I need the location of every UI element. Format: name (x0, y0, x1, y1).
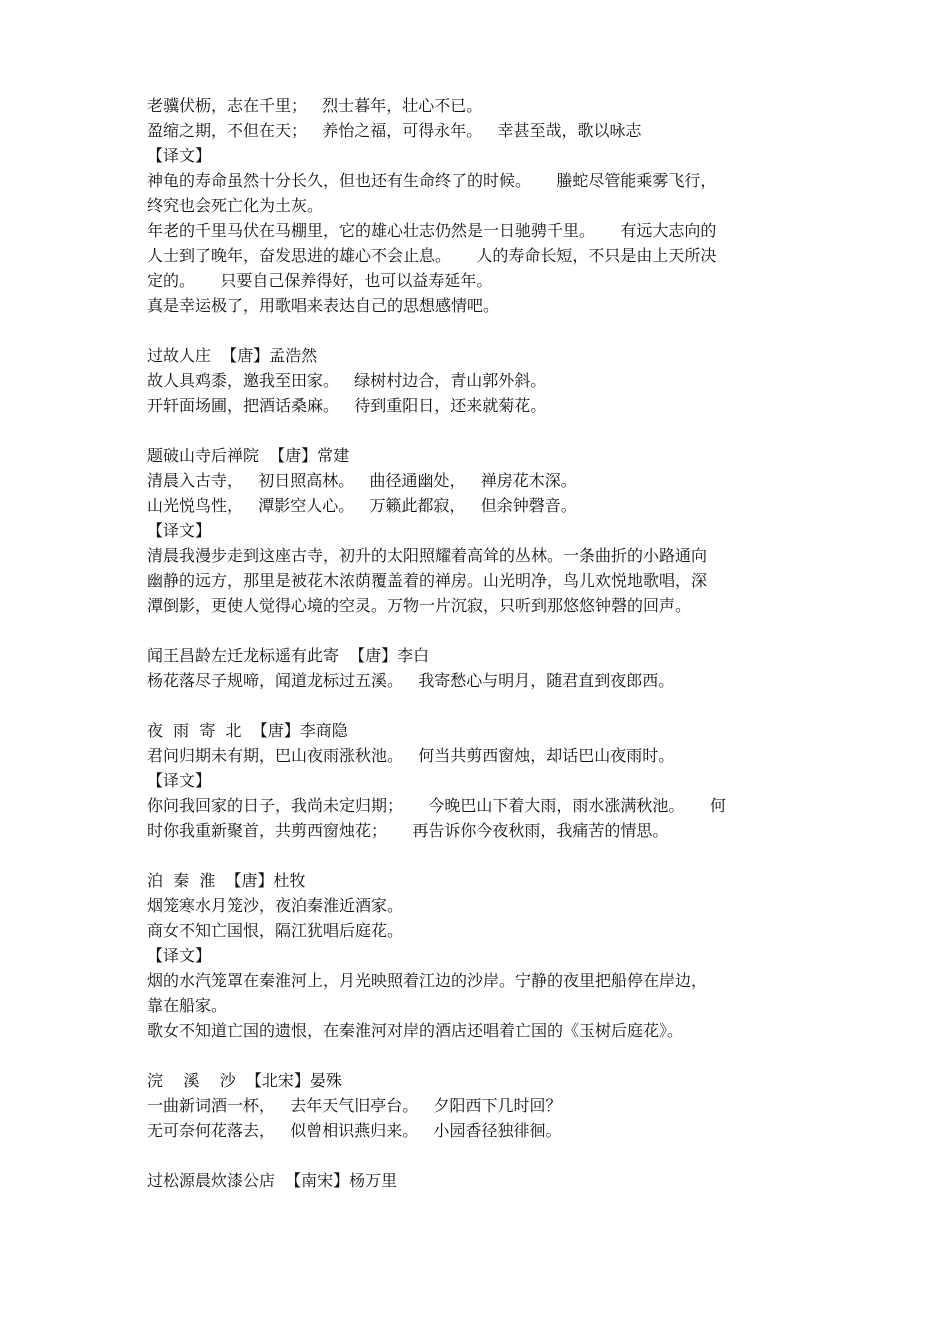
text-line: 定的。 只要自己保养得好，也可以益寿延年。 (147, 271, 493, 290)
text-line: 君问归期未有期，巴山夜雨涨秋池。 何当共剪西窗烛，却话巴山夜雨时。 (147, 746, 675, 765)
blank-line (147, 693, 827, 718)
text-line: 杨花落尽子规啼，闻道龙标过五溪。 我寄愁心与明月，随君直到夜郎西。 (147, 671, 675, 690)
blank-line (147, 843, 827, 868)
text-line: 故人具鸡黍，邀我至田家。 绿树村边合，青山郭外斜。 (147, 371, 547, 390)
text-line: 【译文】 (147, 771, 212, 790)
text-line: 一曲新词酒一杯， 去年天气旧亭台。 夕阳西下几时回？ (147, 1096, 562, 1115)
text-line: 幽静的远方，那里是被花木浓荫覆盖着的禅房。山光明净，鸟儿欢悦地歌唱，深 (147, 571, 708, 590)
blank-line (147, 618, 827, 643)
poem-title: 泊 秦 淮 【唐】杜牧 (147, 871, 306, 890)
poem-title: 闻王昌龄左迁龙标遥有此寄 【唐】李白 (147, 646, 430, 665)
document-text (147, 93, 827, 1193)
text-line: 【译文】 (147, 946, 212, 965)
text-line: 开轩面场圃，把酒话桑麻。 待到重阳日，还来就菊花。 (147, 396, 547, 415)
text-line: 【译文】 (147, 521, 212, 540)
text-line: 商女不知亡国恨，隔江犹唱后庭花。 (147, 921, 404, 940)
text-line: 无可奈何花落去， 似曾相识燕归来。 小园香径独徘徊。 (147, 1121, 562, 1140)
text-line: 终究也会死亡化为土灰。 (147, 196, 324, 215)
blank-line (147, 1043, 827, 1068)
text-line: 清晨我漫步走到这座古寺，初升的太阳照耀着高耸的丛林。一条曲折的小路通向 (147, 546, 708, 565)
text-line: 你问我回家的日子，我尚未定归期； 今晚巴山下着大雨，雨水涨满秋池。 何 (147, 796, 726, 815)
text-line: 山光悦鸟性， 潭影空人心。 万籁此都寂， 但余钟磬音。 (147, 496, 577, 515)
poem-title: 过松源晨炊漆公店 【南宋】杨万里 (147, 1171, 398, 1190)
poem-title: 过故人庄 【唐】孟浩然 (147, 346, 318, 365)
text-line: 人士到了晚年，奋发思进的雄心不会止息。 人的寿命长短，不只是由上天所决 (147, 246, 717, 265)
text-line: 靠在船家。 (147, 996, 228, 1015)
blank-line (147, 1143, 827, 1168)
text-line: 烟的水汽笼罩在秦淮河上，月光映照着江边的沙岸。宁静的夜里把船停在岸边， (147, 971, 708, 990)
text-line: 潭倒影，更使人觉得心境的空灵。万物一片沉寂，只听到那悠悠钟磬的回声。 (147, 596, 692, 615)
text-line: 老骥伏枥，志在千里； 烈士暮年，壮心不已。 (147, 96, 483, 115)
poem-title: 浣 溪 沙 【北宋】晏殊 (147, 1071, 342, 1090)
text-line: 盈缩之期，不但在天； 养怡之福，可得永年。 幸甚至哉，歌以咏志 (147, 121, 642, 140)
text-line: 烟笼寒水月笼沙，夜泊秦淮近酒家。 (147, 896, 404, 915)
poem-title: 题破山寺后禅院 【唐】常建 (147, 446, 350, 465)
blank-line (147, 418, 827, 443)
text-line: 时你我重新聚首，共剪西窗烛花； 再告诉你今夜秋雨，我痛苦的情思。 (147, 821, 669, 840)
text-line: 歌女不知道亡国的遗恨，在秦淮河对岸的酒店还唱着亡国的《玉树后庭花》。 (147, 1021, 684, 1040)
text-line: 清晨入古寺， 初日照高林。 曲径通幽处， 禅房花木深。 (147, 471, 577, 490)
blank-line (147, 318, 827, 343)
text-line: 年老的千里马伏在马棚里，它的雄心壮志仍然是一日驰骋千里。 有远大志向的 (147, 221, 717, 240)
text-line: 神龟的寿命虽然十分长久，但也还有生命终了的时候。 螣蛇尽管能乘雾飞行， (147, 171, 717, 190)
text-line: 真是幸运极了，用歌唱来表达自己的思想感情吧。 (147, 296, 500, 315)
poem-title: 夜 雨 寄 北 【唐】李商隐 (147, 721, 348, 740)
text-line: 【译文】 (147, 146, 212, 165)
